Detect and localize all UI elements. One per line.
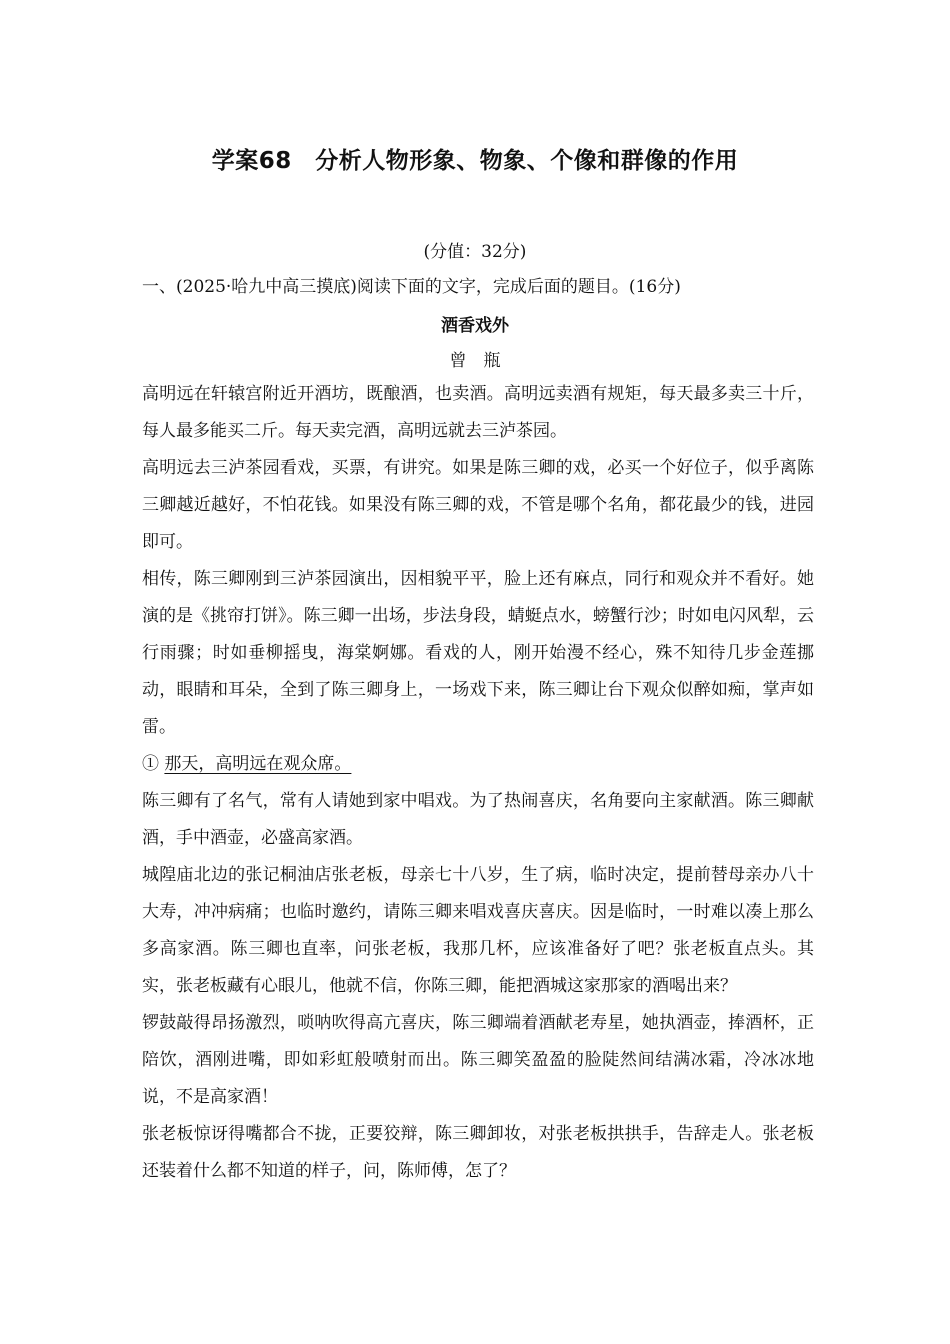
story-paragraph: 相传，陈三卿刚到三泸茶园演出，因相貌平平，脸上还有麻点，同行和观众并不看好。她演的是《挑帘打饼》。陈三卿一出场，步法身段，蜻蜓点水，螃蟹行沙；时如电闪风犁，云行雨骤；时如垂柳摇曳，海棠婀娜。看戏的人，刚开始漫不经心，殊不知待几步金莲挪动，眼睛和耳朵，全到了陈三卿身上，一场戏下来，陈三卿让台下观众似醉如痴，掌声如雷。 bbox=[142, 569, 814, 737]
marked-sentence-line bbox=[142, 746, 814, 783]
question-intro: 一、(2025·哈九中高三摸底)阅读下面的文字，完成后面的题目。(16分) bbox=[142, 277, 681, 297]
circled-number-marker: ① bbox=[142, 754, 159, 774]
story-paragraph: 城隍庙北边的张记桐油店张老板，母亲七十八岁，生了病，临时决定，提前替母亲办八十大寿，冲冲病痛；也临时邀约，请陈三卿来唱戏喜庆喜庆。因是临时，一时难以凑上那么多高家酒。陈三卿也直率，问张老板，我那几杯，应该准备好了吧？张老板直点头。其实，张老板藏有心眼儿，他就不信，你陈三卿，能把酒城这家那家的酒喝出来？ bbox=[142, 865, 814, 996]
page-title: 学案68 分析人物形象、物象、个像和群像的作用 bbox=[211, 148, 739, 174]
story-paragraph: 张老板惊讶得嘴都合不拢，正要狡辩，陈三卿卸妆，对张老板拱拱手，告辞走人。张老板还装着什么都不知道的样子，问，陈师傅，怎了？ bbox=[142, 1124, 814, 1181]
story-title: 酒香戏外 bbox=[441, 316, 509, 336]
story-author: 曾 瓶 bbox=[449, 351, 501, 371]
underlined-sentence: 那天，高明远在观众席。 bbox=[164, 754, 352, 774]
story-body bbox=[142, 376, 814, 1190]
story-paragraph: 陈三卿有了名气，常有人请她到家中唱戏。为了热闹喜庆，名角要向主家献酒。陈三卿献酒，手中酒壶，必盛高家酒。 bbox=[142, 791, 814, 848]
score-line: (分值：32分) bbox=[423, 242, 527, 262]
story-paragraph: 锣鼓敲得昂扬激烈，唢呐吹得高亢喜庆，陈三卿端着酒献老寿星，她执酒壶，捧酒杯，正陪饮，酒刚进嘴，即如彩虹般喷射而出。陈三卿笑盈盈的脸陡然间结满冰霜，冷冰冰地说，不是高家酒！ bbox=[142, 1013, 814, 1107]
story-paragraph: 高明远去三泸茶园看戏，买票，有讲究。如果是陈三卿的戏，必买一个好位子，似乎离陈三卿越近越好，不怕花钱。如果没有陈三卿的戏，不管是哪个名角，都花最少的钱，进园即可。 bbox=[142, 458, 814, 552]
story-paragraph: 高明远在轩辕宫附近开酒坊，既酿酒，也卖酒。高明远卖酒有规矩，每天最多卖三十斤，每人最多能买二斤。每天卖完酒，高明远就去三泸茶园。 bbox=[142, 384, 814, 441]
